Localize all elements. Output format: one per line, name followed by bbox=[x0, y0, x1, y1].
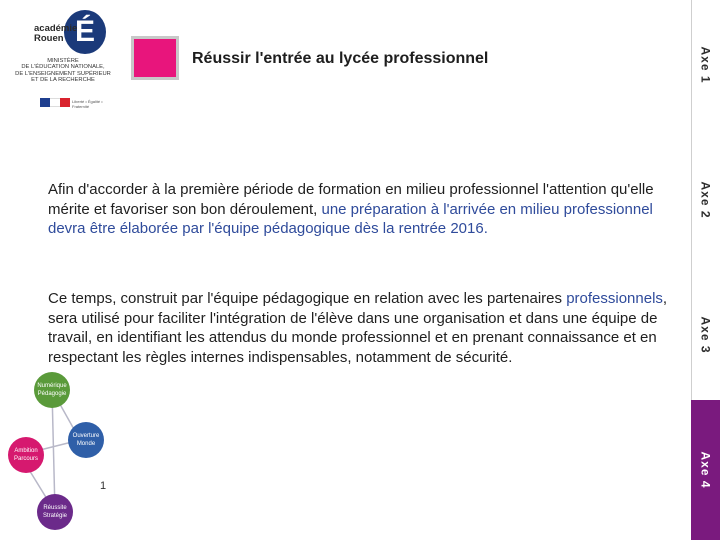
title-marker-square bbox=[131, 36, 179, 80]
paragraph-1 bbox=[48, 180, 674, 239]
paragraph-2-text-end: , sera utilisé pour faciliter l'intégration de l'élève dans une organisation et dans une équipe de travail, en identifiant les attendus du monde professionnel et en prenant connaissance et en respectant les règles internes indispensables, notamment de sécurité. bbox=[48, 290, 668, 366]
diagram-node-label: Stratégie bbox=[42, 513, 68, 519]
paragraph-2 bbox=[48, 289, 674, 367]
diagram-node-label: Réussite bbox=[43, 505, 67, 511]
paragraph-2-highlight: professionnels bbox=[566, 290, 663, 307]
diagram-node-ambition bbox=[8, 437, 44, 473]
axes-diagram bbox=[0, 370, 130, 540]
diagram-node-label: Parcours bbox=[13, 456, 39, 462]
axis-label-4: Axe 4 bbox=[698, 451, 713, 489]
academie-e-icon: É bbox=[64, 10, 106, 54]
paragraph-1-highlight: une préparation à l'arrivée en milieu professionnel devra être élaborée par l'équipe pédagogique dès la rentrée 2016. bbox=[48, 200, 653, 237]
diagram-node-label: Monde bbox=[76, 441, 96, 447]
axis-label-2: Axe 2 bbox=[699, 181, 713, 219]
diagram-node-ouverture bbox=[68, 422, 104, 458]
paragraph-1-text: Afin d'accorder à la première période de formation en milieu professionnel l'attention qu'elle mérite et favoriser son bon déroulement, bbox=[48, 181, 654, 218]
axis-label-1: Axe 1 bbox=[699, 46, 713, 84]
diagram-node-label: Ouverture bbox=[72, 433, 100, 439]
diagram-node-reussite bbox=[37, 494, 73, 530]
page-title: Réussir l'entrée au lycée professionnel bbox=[192, 50, 489, 67]
ministry-text: MINISTÈRE DE L'ÉDUCATION NATIONALE, DE L'ENSEIGNEMENT SUPÉRIEUR ET DE LA RECHERCHE bbox=[15, 58, 111, 84]
academie-logo bbox=[6, 8, 118, 108]
axis-tab-1[interactable] bbox=[691, 0, 720, 130]
page-number: 1 bbox=[100, 480, 107, 492]
diagram-node-label: Pédagogie bbox=[37, 391, 67, 397]
academie-brand: académie Rouen bbox=[34, 23, 78, 44]
paragraph-2-text: Ce temps, construit par l'équipe pédagogique en relation avec les partenaires bbox=[48, 290, 567, 307]
french-flag-icon bbox=[40, 98, 70, 107]
diagram-node-label: Numérique bbox=[37, 383, 67, 389]
diagram-node-numerique bbox=[34, 372, 70, 408]
axis-tab-3[interactable] bbox=[691, 270, 720, 400]
diagram-node-label: Ambition bbox=[14, 448, 38, 454]
axis-label-3: Axe 3 bbox=[699, 316, 713, 354]
republic-motto: Liberté • Égalité • Fraternité bbox=[72, 99, 103, 109]
axis-tab-2[interactable] bbox=[691, 130, 720, 270]
axis-tab-4[interactable] bbox=[691, 400, 720, 540]
